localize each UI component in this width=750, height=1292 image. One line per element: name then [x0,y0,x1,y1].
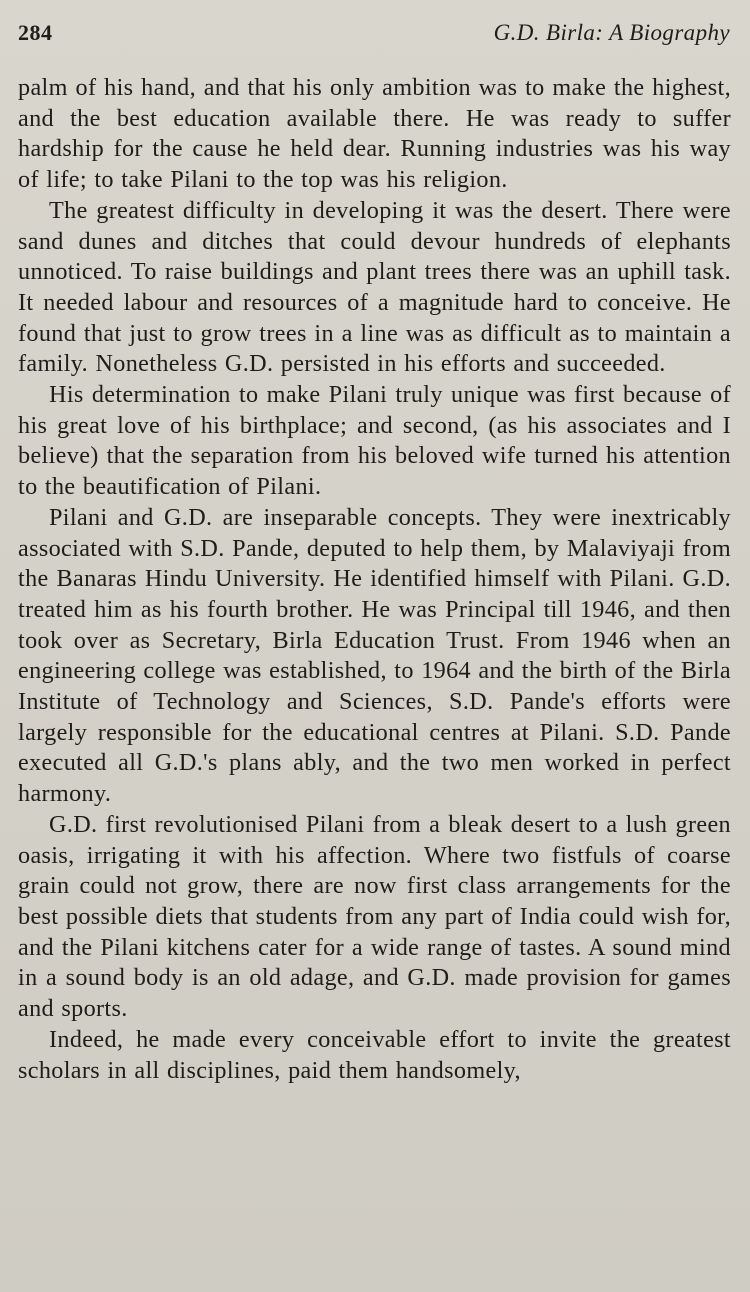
body-text [18,73,731,1086]
paragraph-continued: palm of his hand, and that his only ambition was to make the highest, and the best education available there. He was ready to suffer hardship for the cause he held dear. Running industries was his way of life; to take Pilani to the top was his religion. [18,74,731,194]
paragraph: G.D. first revolutionised Pilani from a bleak desert to a lush green oasis, irrigating it with his affection. Where two fistfuls of coarse grain could not grow, there are now first class arrangements for the best possible diets that students from any part of India could wish for, and the Pilani kitchens cater for a wide range of tastes. A sound mind in a sound body is an old adage, and G.D. made provision for games and sports. [18,810,731,1023]
running-title: G.D. Birla: A Biography [493,20,730,45]
page-header [18,20,730,56]
paragraph: Pilani and G.D. are inseparable concepts. They were inextricably associated with S.D. Pande, deputed to help them, by Malaviyaji from the Banaras Hindu University. He identified himself with Pilani. G.D. treated him as his fourth brother. He was Principal till 1946, and then took over as Secretary, Birla Education Trust. From 1946 when an engineering college was established, to 1964 and the birth of the Birla Institute of Technology and Sciences, S.D. Pande's efforts were largely responsible for the educational centres at Pilani. S.D. Pande executed all G.D.'s plans ably, and the two men worked in perfect harmony. [18,503,731,808]
paragraph: Indeed, he made every conceivable effort to invite the greatest scholars in all disciplines, paid them handsomely, [18,1025,731,1084]
paragraph: The greatest difficulty in developing it was the desert. There were sand dunes and ditches that could devour hundreds of elephants unnoticed. To raise buildings and plant trees there was an uphill task. It needed labour and resources of a magnitude hard to conceive. He found that just to grow trees in a line was as difficult as to maintain a family. Nonetheless G.D. persisted in his efforts and succeeded. [18,196,731,378]
page-number: 284 [18,20,53,45]
paragraph: His determination to make Pilani truly unique was first because of his great love of his birthplace; and second, (as his associates and I believe) that the separation from his beloved wife turned his attention to the beautification of Pilani. [18,381,731,501]
